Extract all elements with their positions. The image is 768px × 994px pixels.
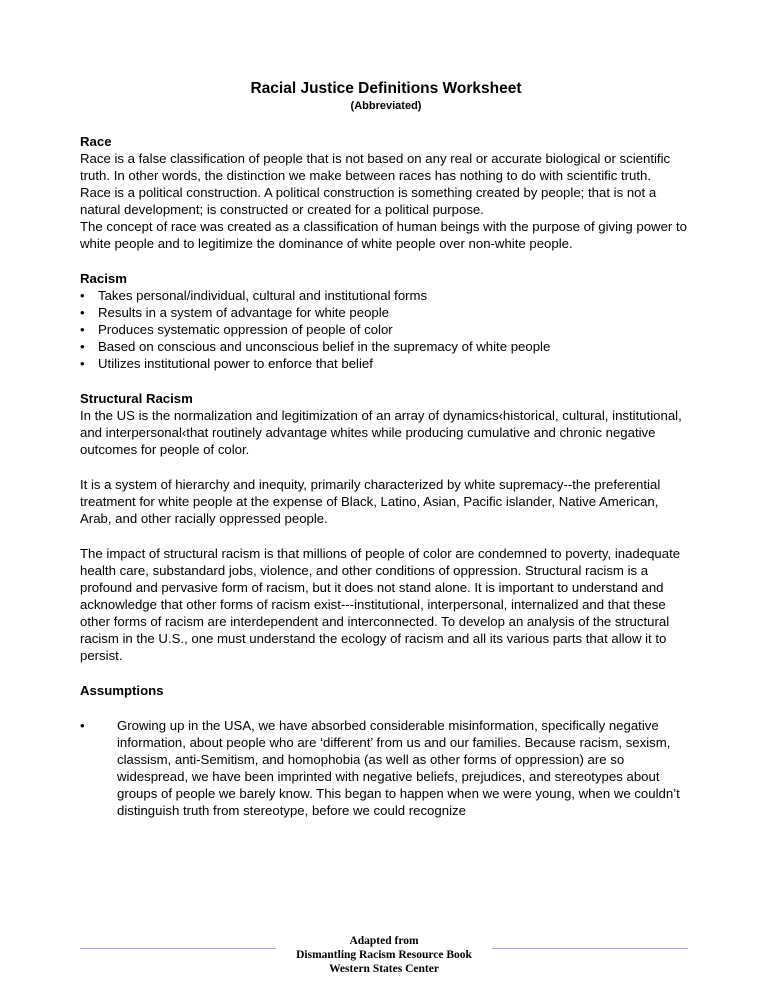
bullet-icon: • xyxy=(80,718,85,733)
footer-divider-right xyxy=(492,948,688,949)
list-item-text: Results in a system of advantage for white people xyxy=(98,305,390,320)
assumptions-bullet-list xyxy=(80,717,692,819)
footer-line: Western States Center xyxy=(329,963,439,975)
race-paragraph: The concept of race was created as a classification of human beings with the purpose of giving power to white people and to legitimize the dominance of white people over non-white people. xyxy=(80,219,687,251)
section-assumptions xyxy=(80,682,692,819)
racism-bullet-list xyxy=(80,287,692,372)
bullet-icon: • xyxy=(80,322,85,337)
race-paragraph: Race is a political construction. A political construction is something created by people; that is not a natural development; is constructed or created for a political purpose. xyxy=(80,185,657,217)
footer-divider-left xyxy=(80,948,276,949)
structural-racism-paragraph: In the US is the normalization and legitimization of an array of dynamics‹historical, cultural, institutional, and interpersonal‹that routinely advantage whites while producing cumulative and chronic negative outcomes for people of color. xyxy=(80,408,682,457)
footer-line: Dismantling Racism Resource Book xyxy=(296,949,472,961)
list-item xyxy=(80,338,692,355)
structural-racism-paragraph: The impact of structural racism is that millions of people of color are condemned to poverty, inadequate health care, substandard jobs, violence, and other conditions of oppression. Structural racism is a profound and pervasive form of racism, but it does not stand alone. It is important to understand and acknowledge that other forms of racism exist---institutional, interpersonal, internalized and that these other forms of racism are interdependent and interconnected. To develop an analysis of the structural racism in the U.S., one must understand the ecology of racism and all its various parts that allow it to persist. xyxy=(80,546,681,663)
section-race xyxy=(80,133,692,252)
list-item-text: Produces systematic oppression of people of color xyxy=(98,322,393,337)
page-footer xyxy=(0,934,768,994)
structural-racism-heading: Structural Racism xyxy=(80,391,193,406)
section-structural-racism xyxy=(80,390,692,664)
racism-heading: Racism xyxy=(80,271,127,286)
list-item xyxy=(80,355,692,372)
list-item xyxy=(80,717,692,819)
bullet-icon: • xyxy=(80,356,85,371)
page-title: Racial Justice Definitions Worksheet xyxy=(250,80,522,97)
list-item-text: Utilizes institutional power to enforce that belief xyxy=(98,356,373,371)
list-item xyxy=(80,304,692,321)
page-subtitle: (Abbreviated) xyxy=(350,100,422,112)
bullet-icon: • xyxy=(80,305,85,320)
list-item xyxy=(80,287,692,304)
structural-racism-paragraph: It is a system of hierarchy and inequity, primarily characterized by white supremacy--the preferential treatment for white people at the expense of Black, Latino, Asian, Pacific islander, Native American, Arab, and other racially oppressed people. xyxy=(80,477,661,526)
list-item xyxy=(80,321,692,338)
race-heading: Race xyxy=(80,134,112,149)
bullet-icon: • xyxy=(80,288,85,303)
footer-credit xyxy=(276,934,492,976)
bullet-icon: • xyxy=(80,339,85,354)
list-item-text: Based on conscious and unconscious belief in the supremacy of white people xyxy=(98,339,551,354)
list-item-text: Takes personal/individual, cultural and institutional forms xyxy=(98,288,428,303)
footer-line: Adapted from xyxy=(349,935,419,947)
assumptions-heading: Assumptions xyxy=(80,683,164,698)
document-body xyxy=(80,79,692,819)
section-racism xyxy=(80,270,692,372)
race-paragraph: Race is a false classification of people that is not based on any real or accurate biological or scientific truth. In other words, the distinction we make between races has nothing to do with scientific truth. xyxy=(80,151,671,183)
list-item-text: Growing up in the USA, we have absorbed considerable misinformation, specifically negative information, about people who are ‘different’ from us and our families. Because racism, sexism, classism, anti-Semitism, and homophobia (as well as other forms of oppression) are so widespread, we have been imprinted with negative beliefs, prejudices, and stereotypes about groups of people we barely know. This began to happen when we were young, when we couldn’t distinguish truth from stereotype, before we could recognize xyxy=(117,718,680,818)
